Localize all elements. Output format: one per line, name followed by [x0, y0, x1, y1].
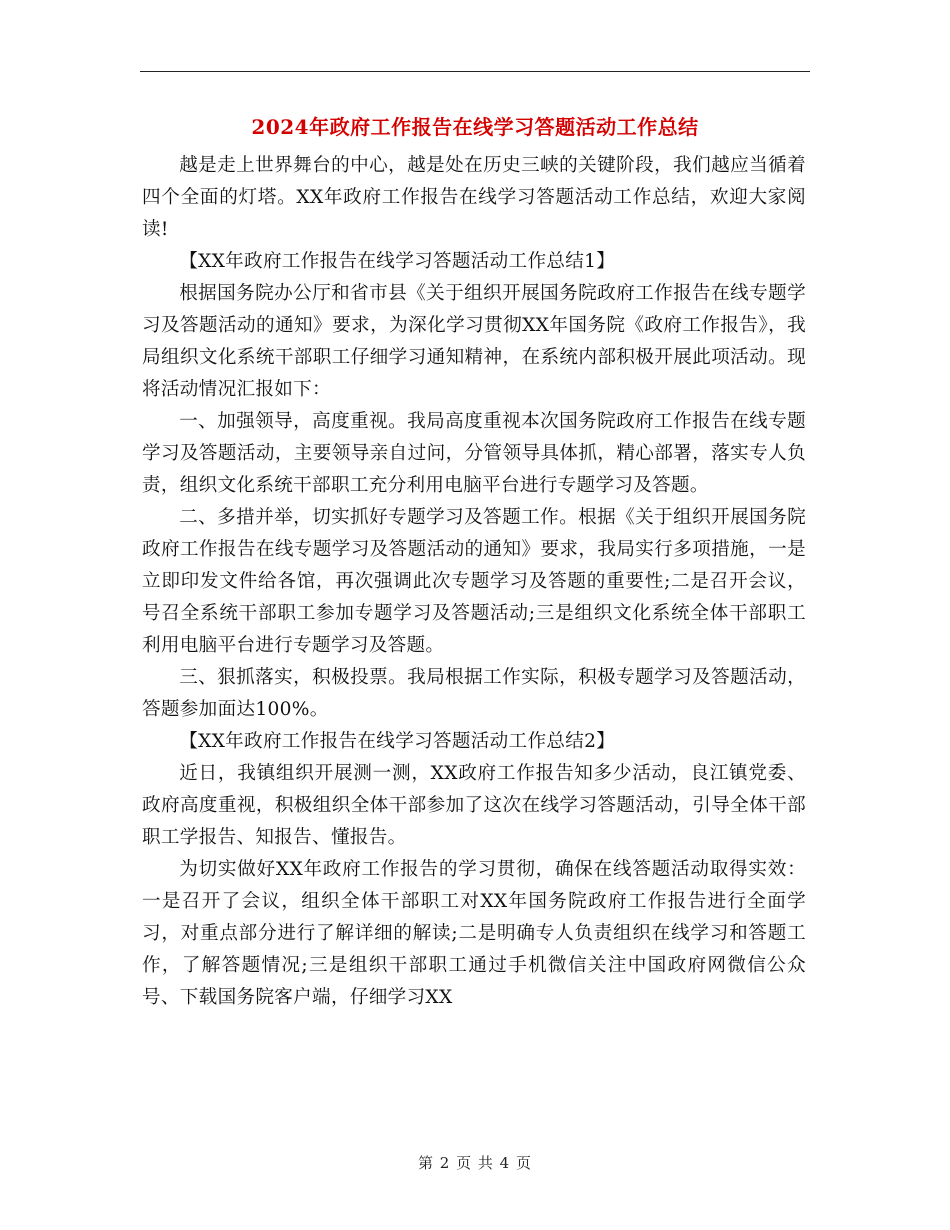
section-heading-1: 【XX年政府工作报告在线学习答题活动工作总结1】 [179, 251, 616, 272]
paragraph: 根据国务院办公厅和省市县《关于组织开展国务院政府工作报告在线专题学习及答题活动的通知》要求，为深化学习贯彻XX年国务院《政府工作报告》，我局组织文化系统干部职工仔细学习通知精神，在系统内部积极开展此项活动。现将活动情况汇报如下： [142, 283, 806, 400]
document-body [142, 150, 806, 1014]
paragraph-intro: 越是走上世界舞台的中心，越是处在历史三峡的关键阶段，我们越应当循着四个全面的灯塔。XX年政府工作报告在线学习答题活动工作总结，欢迎大家阅读! [142, 155, 806, 240]
paragraph: 为切实做好XX年政府工作报告的学习贯彻，确保在线答题活动取得实效：一是召开了会议，组织全体干部职工对XX年国务院政府工作报告进行全面学习，对重点部分进行了解详细的解读;二是明确专人负责组织在线学习和答题工作，了解答题情况;三是组织干部职工通过手机微信关注中国政府网微信公众号、下载国务院客户端，仔细学习XX [142, 859, 806, 1008]
paragraph: 三、狠抓落实，积极投票。我局根据工作实际，积极专题学习及答题活动，答题参加面达100%。 [142, 667, 806, 720]
paragraph: 近日，我镇组织开展测一测，XX政府工作报告知多少活动，良江镇党委、政府高度重视，积极组织全体干部参加了这次在线学习答题活动，引导全体干部职工学报告、知报告、懂报告。 [142, 763, 806, 848]
page-number-footer: 第 2 页 共 4 页 [418, 1154, 532, 1172]
paragraph: 一、加强领导，高度重视。我局高度重视本次国务院政府工作报告在线专题学习及答题活动，主要领导亲自过问，分管领导具体抓，精心部署，落实专人负责，组织文化系统干部职工充分利用电脑平台进行专题学习及答题。 [142, 411, 806, 496]
document-title: 2024年政府工作报告在线学习答题活动工作总结 [251, 115, 699, 139]
paragraph: 二、多措并举，切实抓好专题学习及答题工作。根据《关于组织开展国务院政府工作报告在线专题学习及答题活动的通知》要求，我局实行多项措施，一是立即印发文件给各馆，再次强调此次专题学习及答题的重要性;二是召开会议，号召全系统干部职工参加专题学习及答题活动;三是组织文化系统全体干部职工利用电脑平台进行专题学习及答题。 [142, 507, 806, 656]
section-heading-2: 【XX年政府工作报告在线学习答题活动工作总结2】 [179, 731, 616, 752]
header-rule [140, 71, 810, 72]
